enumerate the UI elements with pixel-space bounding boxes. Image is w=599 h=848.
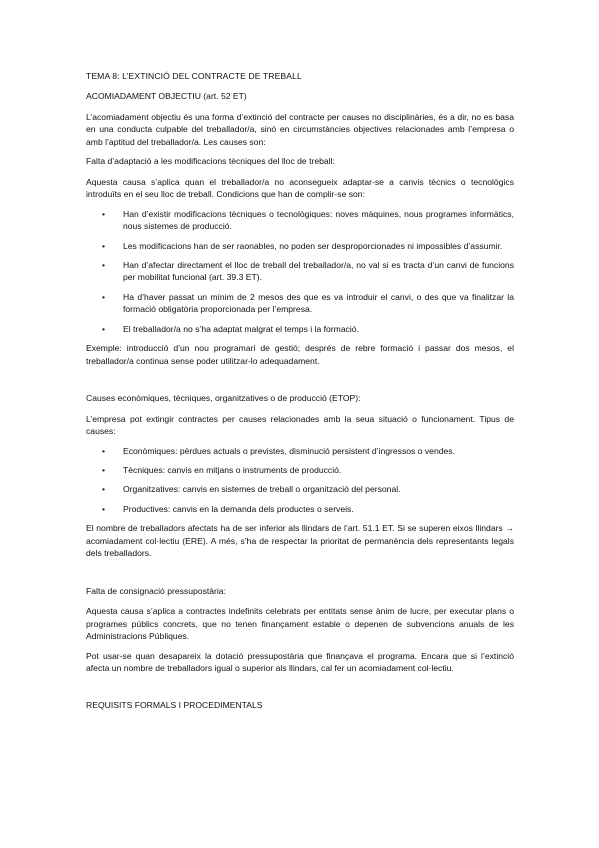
bullet-icon: • <box>102 240 106 251</box>
document-body <box>86 70 514 720</box>
bullet-icon: • <box>102 464 106 475</box>
subheading-consignacio: Falta de consignació pressupostària: <box>86 585 226 596</box>
bullet-icon: • <box>102 484 106 495</box>
spacer <box>86 681 514 699</box>
bullet-icon: • <box>102 291 106 302</box>
list-item <box>86 291 514 316</box>
list-item <box>86 445 514 457</box>
list-item <box>86 464 514 476</box>
bullet-icon: • <box>102 445 106 456</box>
etop-list <box>86 445 514 516</box>
list-item-text: Han d’existir modificacions tècniques o tecnològiques: noves màquines, nous programes informàtics, nous sistemes de producció. <box>123 208 514 232</box>
list-item-text: Han d’afectar directament el lloc de treball del treballador/a, no val si es tracta d’un canvi de funcions per mobilitat funcional (art. 39.3 ET). <box>123 259 514 283</box>
list-item-text: Productives: canvis en la demanda dels productes o serveis. <box>123 503 354 514</box>
example-paragraph: Exemple: introducció d’un nou programari de gestió; després de rebre formació i passar dos mesos, el treballador/a continua sense poder utilitzar-lo adequadament. <box>86 343 514 366</box>
list-item-text: Organitzatives: canvis en sistemes de treball o organització del personal. <box>123 484 401 495</box>
spacer <box>86 374 514 392</box>
list-item <box>86 259 514 284</box>
list-item-text: Tècniques: canvis en mitjans o instruments de producció. <box>123 464 342 475</box>
bullet-icon: • <box>102 208 106 219</box>
list-item-text: El treballador/a no s’ha adaptat malgrat el temps i la formació. <box>123 323 359 334</box>
consignacio-paragraph-2: Pot usar-se quan desapareix la dotació pressupostària que finançava el programa. Encara que si l’extinció afecta un nombre de treballadors igual o superior als llindars, cal fer un acomiadament col·lectiu. <box>86 650 514 673</box>
list-item <box>86 483 514 495</box>
etop-note-paragraph: El nombre de treballadors afectats ha de ser inferior als llindars de l’art. 51.1 ET. Si se superen eixos llindars → acomiadament col·lectiu (ERE). A més, s’ha de respectar la prioritat de permanència dels representants legals dels treballadors. <box>86 523 514 559</box>
section-heading-requisits: REQUISITS FORMALS I PROCEDIMENTALS <box>86 700 263 711</box>
page-title: TEMA 8: L’EXTINCIÓ DEL CONTRACTE DE TREBALL <box>86 71 302 81</box>
falta-adaptacio-paragraph: Aquesta causa s’aplica quan el treballador/a no aconsegueix adaptar-se a canvis tècnics o tecnològics introduïts en el seu lloc de treball. Condicions que han de complir-se son: <box>86 176 514 200</box>
list-item-text: Les modificacions han de ser raonables, no poden ser desproporcionades ni impossibles d’assumir. <box>123 240 503 251</box>
list-item <box>86 208 514 233</box>
consignacio-paragraph-1: Aquesta causa s’aplica a contractes indefinits celebrats per entitats sense ànim de lucre, per executar plans o programes públics concrets, que no tenen finançament estable o depenen de subvencions anuals de les Administracions Públiques. <box>86 606 514 642</box>
list-item <box>86 323 514 335</box>
list-item-text: Econòmiques: pèrdues actuals o previstes, disminució persistent d’ingressos o vendes. <box>123 445 455 456</box>
etop-paragraph: L’empresa pot extingir contractes per causes relacionades amb la seua situació o funcionament. Tipus de causes: <box>86 413 514 437</box>
bullet-icon: • <box>102 503 106 514</box>
subheading-falta-adaptacio: Falta d’adaptació a les modificacions tècniques del lloc de treball: <box>86 156 335 167</box>
falta-adaptacio-list <box>86 208 514 336</box>
bullet-icon: • <box>102 323 106 334</box>
list-item-text: Ha d’haver passat un mínim de 2 mesos des que es va introduir el canvi, o des que va finalitzar la formació obligatòria proporcionada per l’empresa. <box>123 291 514 315</box>
list-item <box>86 240 514 252</box>
intro-paragraph: L’acomiadament objectiu és una forma d’extinció del contracte per causes no disciplinàries, és a dir, no es basa en una conducta culpable del treballador/a, sinó en circumstàncies objectives relacionades amb l’empresa o amb l’aptitud del treballador/a. Les causes son: <box>86 111 514 147</box>
section-heading-acomiadament-objectiu: ACOMIADAMENT OBJECTIU (art. 52 ET) <box>86 91 247 102</box>
list-item <box>86 503 514 515</box>
subheading-etop: Causes econòmiques, tècniques, organitzatives o de producció (ETOP): <box>86 393 361 404</box>
bullet-icon: • <box>102 259 106 270</box>
spacer <box>86 567 514 585</box>
